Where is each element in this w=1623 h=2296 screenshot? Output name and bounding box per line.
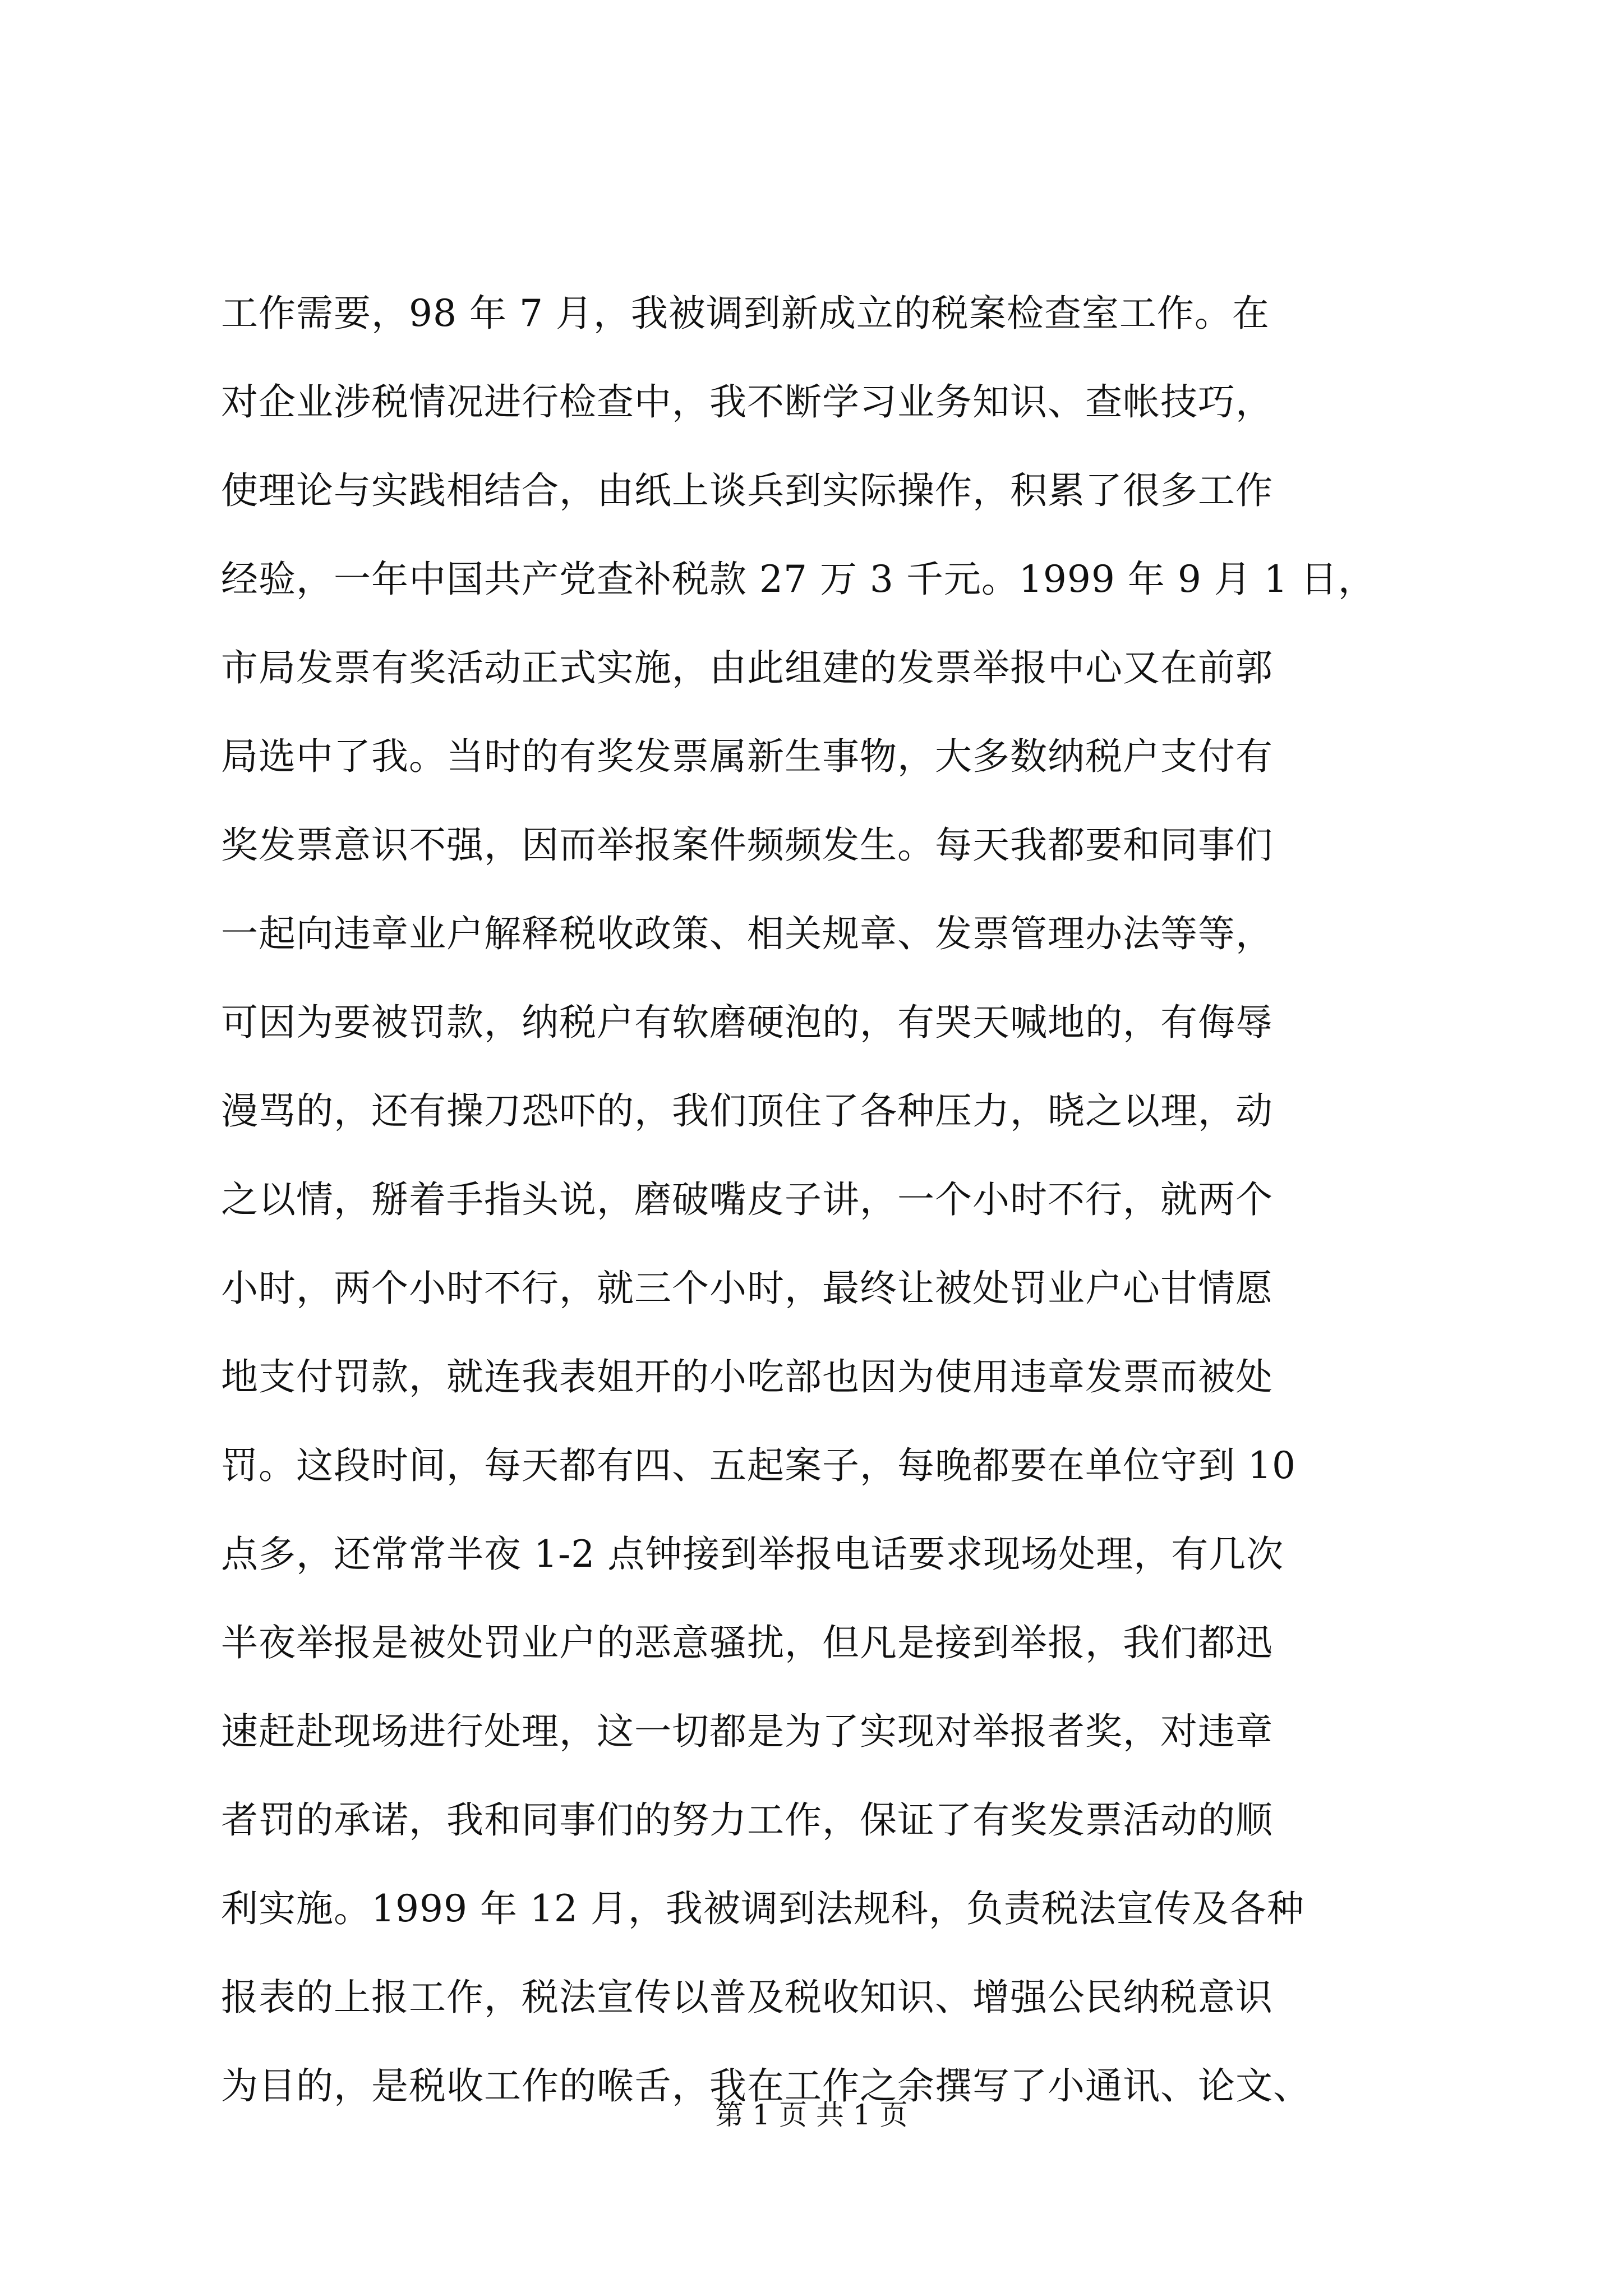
text-line: 奖发票意识不强，因而举报案件频频发生。每天我都要和同事们 [221,823,1273,867]
text-line: 漫骂的，还有操刀恐吓的，我们顶住了各种压力，晓之以理，动 [221,1089,1273,1133]
text-line: 利实施。1999 年 12 月，我被调到法规科，负责税法宣传及各种 [221,1887,1304,1930]
text-line: 罚。这段时间，每天都有四、五起案子，每晚都要在单位守到 10 [221,1444,1296,1487]
text-line: 局选中了我。当时的有奖发票属新生事物，大多数纳税户支付有 [221,735,1273,778]
text-line: 地支付罚款，就连我表姐开的小吃部也因为使用违章发票而被处 [221,1355,1273,1398]
text-line: 报表的上报工作，税法宣传以普及税收知识、增强公民纳税意识 [221,1976,1273,2019]
text-line: 工作需要，98 年 7 月，我被调到新成立的税案检查室工作。在 [221,292,1270,335]
text-line: 半夜举报是被处罚业户的恶意骚扰，但凡是接到举报，我们都迅 [221,1621,1273,1664]
text-line: 为目的，是税收工作的喉舌，我在工作之余撰写了小通讯、论文、 [221,2064,1311,2108]
text-line: 可因为要被罚款，纳税户有软磨硬泡的，有哭天喊地的，有侮辱 [221,1001,1273,1044]
text-line: 对企业涉税情况进行检查中，我不断学习业务知识、查帐技巧， [221,380,1273,424]
text-line: 点多，还常常半夜 1-2 点钟接到举报电话要求现场处理，有几次 [221,1533,1284,1576]
page-footer: 第 1 页 共 1 页 [715,2099,908,2131]
text-line: 一起向违章业户解释税收政策、相关规章、发票管理办法等等， [221,912,1273,955]
body-text [221,269,1432,2131]
text-line: 经验，一年中国共产党查补税款 27 万 3 千元。1999 年 9 月 1 日， [221,558,1376,601]
text-line: 者罚的承诺，我和同事们的努力工作，保证了有奖发票活动的顺 [221,1798,1273,1842]
text-line: 小时，两个小时不行，就三个小时，最终让被处罚业户心甘情愿 [221,1267,1273,1310]
text-line: 速赶赴现场进行处理，这一切都是为了实现对举报者奖，对违章 [221,1710,1273,1753]
text-line: 之以情，掰着手指头说，磨破嘴皮子讲，一个小时不行，就两个 [221,1178,1273,1221]
text-line: 使理论与实践相结合，由纸上谈兵到实际操作，积累了很多工作 [221,469,1273,512]
text-line: 市局发票有奖活动正式实施，由此组建的发票举报中心又在前郭 [221,646,1273,689]
